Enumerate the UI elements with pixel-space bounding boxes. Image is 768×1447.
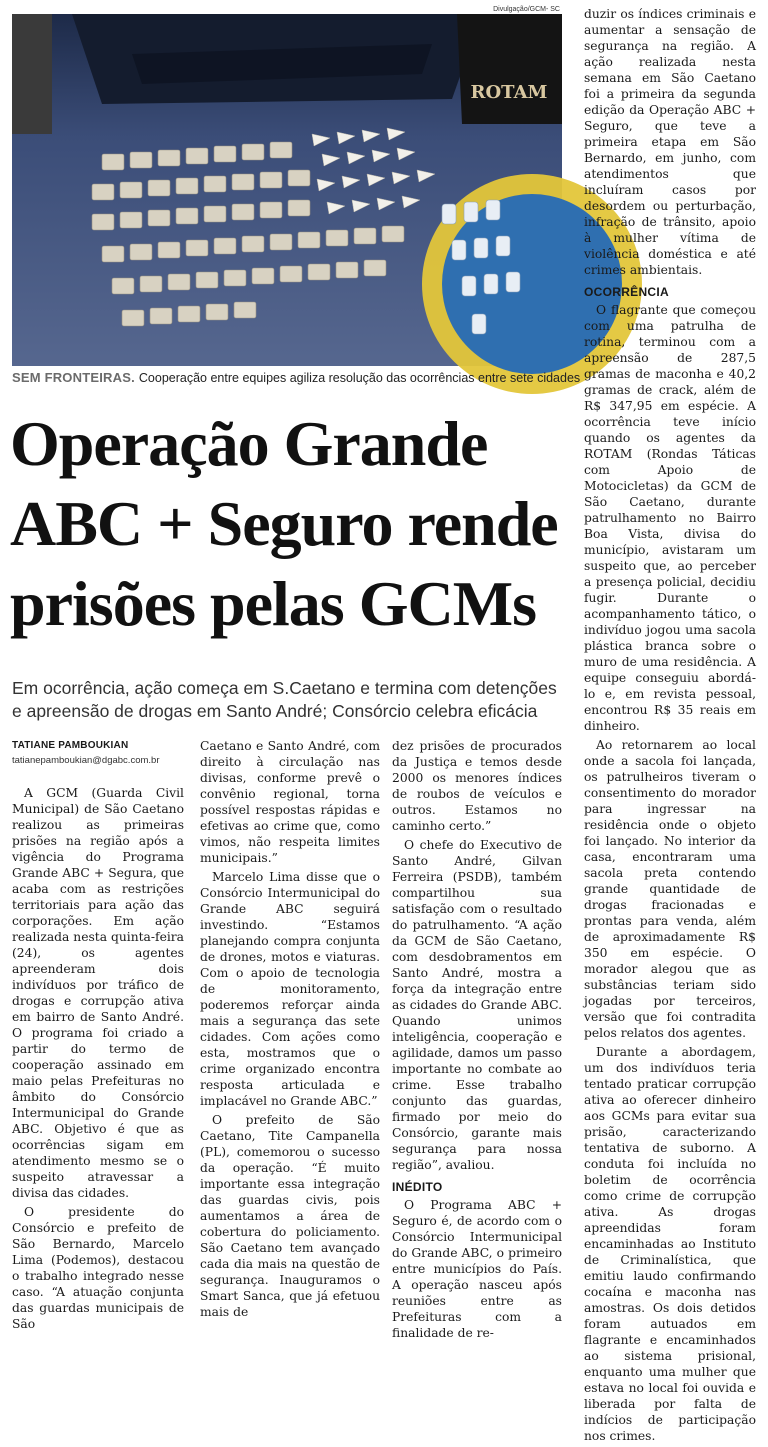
article-column-3: [392, 738, 562, 1344]
paragraph: dez prisões de procurados da Justiça e temos desde 2000 os menores índices de roubos de veículos e outros. Estamos no caminho certo.”: [392, 739, 562, 833]
photo-caption: [12, 370, 581, 385]
article-column-1: [12, 785, 184, 1335]
paragraph: Ao retornarem ao local onde a sacola foi lançada, os patrulheiros tiveram o consentimento do morador para ingressar na residência onde o objeto foi lançado. No interior da casa, encontraram uma sacola preta contendo grande quantidade de drogas fracionadas e prontas para venda, além de aproximadamente R$ 350 em espécie. O morador alegou que as substâncias teriam sido jogadas por terceiros, versão que foi contradita pelos relatos dos agentes.: [584, 738, 756, 1040]
article-column-2: [200, 738, 380, 1323]
article-column-4: [584, 6, 756, 1447]
author-email[interactable]: tatianepamboukian@dgabc.com.br: [12, 755, 160, 766]
rotam-badge-text: ROTAM: [470, 82, 548, 103]
paragraph: O Programa ABC + Seguro é, de acordo com o Consórcio Intermunicipal do Grande ABC, o primeiro entre municípios do País. A operação nasceu após reuniões entre as Prefeituras com a finalidade de re-: [392, 1198, 562, 1340]
headline-line: prisões pelas GCMs: [10, 568, 536, 639]
paragraph: Durante a abordagem, um dos indivíduos teria tentado praticar corrupção ativa ao oferecer dinheiro aos GCMs para evitar sua prisão, caracterizando tentativa de suborno. A conduta foi incluída no boletim de ocorrência como crime de corrupção ativa. As drogas apreendidas foram encaminhadas ao Instituto de Criminalística, que emitiu laudo confirmando cocaína e maconha nas amostras. Os dois detidos foram autuados em flagrante e encaminhados ao sistema prisional, enquanto uma mulher que estava no local foi ouvida e liberada por falta de indícios de participação nos crimes.: [584, 1045, 756, 1443]
caption-kicker: SEM FRONTEIRAS.: [12, 370, 135, 385]
paragraph: Marcelo Lima disse que o Consórcio Intermunicipal do Grande ABC seguirá investindo. “Estamos planejando compra conjunta de drones, motos e viaturas. Com o apoio de tecnologia de monitoramento, poderemos reforçar ainda mais a segurança das sete cidades. Com ações como esta, mostramos que o crime organizado encontra resposta articulada e implacável no Grande ABC.”: [200, 870, 380, 1108]
photo-credit: Divulgação/GCM- SC: [493, 6, 560, 13]
subheadline: [12, 677, 572, 723]
subheadline-line: Em ocorrência, ação começa em S.Caetano e termina com detenções: [12, 678, 557, 698]
caption-text: Cooperação entre equipes agiliza resolução das ocorrências entre sete cidades: [138, 371, 581, 385]
seized-drugs-image: [12, 14, 562, 366]
paragraph: O prefeito de São Caetano, Tite Campanella (PL), comemorou o sucesso da operação. “É muito importante essa integração das guardas civis, pois aumentamos a área de cobertura do policiamento. São Caetano tem avançado cada dia mais na questão de segurança. Inauguramos o Smart Sanca, que já efetuou mais de: [200, 1113, 380, 1319]
paragraph: A GCM (Guarda Civil Municipal) de São Caetano realizou as primeiras prisões na região após a vigência do Programa Grande ABC + Segura, que acaba com as restrições territoriais para ação das corporações. Em ação realizada nesta quinta-feira (24), os agentes apreenderam dois indivíduos por tráfico de drogas e corrupção ativa em bairro de Santo André. O programa foi criado a partir do termo de cooperação assinado em maio pelas Prefeituras no âmbito do Consórcio Intermunicipal do Grande ABC. Objetivo é que as ocorrências sigam em atendimento mesmo se o suspeito atravessar a divisa das cidades.: [12, 786, 185, 1200]
paragraph: Caetano e Santo André, com direito à circulação nas divisas, conforme prevê o convênio regional, torna possível respostas rápidas e efetivas ao crime que, como vimos, não respeita limites municipais.”: [200, 739, 380, 865]
article-photo: [12, 14, 562, 366]
byline: [12, 740, 197, 766]
paragraph: O chefe do Executivo de Santo André, Gilvan Ferreira (PSDB), também compartilhou sua satisfação com o resultado do patrulhamento. “A ação da GCM de São Caetano, com desdobramentos em Santo André, mostra a força da integração entre as cidades do Grande ABC. Quando unimos inteligência, cooperação e agilidade, damos um passo importante no combate ao crime. Esse trabalho conjunto das guardas, firmado por meio do Consórcio, garante mais segurança para nossa região”, avaliou.: [392, 838, 562, 1172]
subheadline-line: e apreensão de drogas em Santo André; Consórcio celebra eficácia: [12, 701, 538, 721]
author-name: TATIANE PAMBOUKIAN: [12, 740, 129, 751]
headline-line: ABC + Seguro rende: [10, 488, 558, 559]
paragraph: duzir os índices criminais e aumentar a sensação de segurança na região. A ação realizada nesta semana em São Caetano foi a primeira da segunda edição da Operação ABC + Seguro, que teve a primeira etapa em São Bernardo, em junho, com atendimentos que incluíram casos por desordem ou perturbação, infração de trânsito, apoio à mulher vítima de violência doméstica e até crimes ambientais.: [584, 7, 756, 277]
headline: [10, 404, 570, 644]
headline-line: Operação Grande: [10, 408, 488, 479]
paragraph: O presidente do Consórcio e prefeito de São Bernardo, Marcelo Lima (Podemos), destacou o trabalho integrado nesse caso. “A atuação conjunta das guardas municipais de São: [12, 1205, 184, 1331]
section-heading-ocorrencia: OCORRÊNCIA: [584, 285, 670, 299]
section-heading-inedito: INÉDITO: [392, 1180, 443, 1194]
paragraph: O flagrante que começou com uma patrulha de rotina, terminou com a apreensão de 287,5 gramas de maconha e 40,2 gramas de crack, além de R$ 347,95 em espécie. A ocorrência teve início quando os agentes da ROTAM (Rondas Táticas com Apoio de Motocicletas) da GCM de São Caetano, durante patrulhamento no Bairro Boa Vista, divisa do município, avistaram um suspeito que, ao perceber a presença policial, decidiu fugir. Durante o acompanhamento tático, o indivíduo jogou uma sacola plástica branca sobre o muro de uma residência. A equipe conseguiu abordá-lo e, em revista pessoal, encontrou R$ 35 reais em dinheiro.: [584, 303, 756, 733]
